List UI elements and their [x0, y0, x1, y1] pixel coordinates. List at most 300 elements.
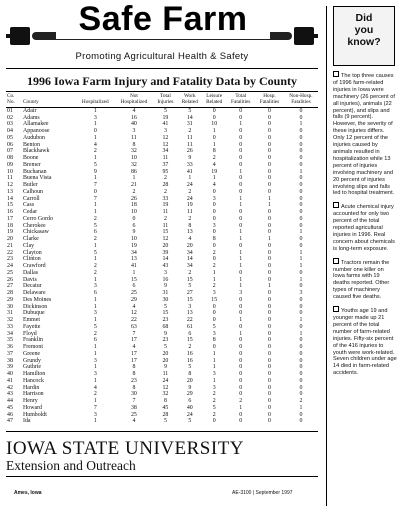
table-cell: 1 — [212, 276, 216, 283]
table-cell: 5 — [93, 222, 97, 229]
table-cell: 7 — [93, 182, 97, 189]
table-cell: 0 — [239, 310, 243, 317]
table-cell: 31 — [162, 290, 169, 297]
table-row — [6, 202, 318, 209]
table-cell: 15 — [162, 310, 169, 317]
table-cell: 0 — [299, 195, 303, 202]
table-cell: 1 — [239, 256, 243, 263]
table-cell: 0 — [239, 411, 243, 418]
fact-text: The top three causes of 1996 farm-related injuries in Iowa were machinery (26 percent of all injuries), animals (22 percent), and slips and falls (9 percent). However, the severity of these injuries differs. Only 12 percent of the injuries caused by animals resulted in hospitalization while 13 percent of injuries involving machinery and 20 percent of injuries involving slips and falls led to hospital treatment. — [333, 73, 395, 197]
table-cell: 0 — [132, 215, 136, 222]
table-cell: 15 — [130, 276, 137, 283]
table-cell: 28 — [162, 182, 169, 189]
table-cell: 0 — [239, 209, 243, 216]
table-cell: 37 — [162, 161, 169, 168]
table-cell: 19 — [162, 202, 169, 209]
table-cell: 0 — [268, 188, 271, 195]
table-cell: 0 — [268, 107, 271, 114]
county-name: Ida — [23, 418, 31, 425]
table-cell: 1 — [299, 330, 303, 337]
table-cell: 3 — [299, 290, 303, 297]
table-cell: 12 — [162, 134, 169, 141]
table-cell: 0 — [268, 296, 271, 303]
table-cell: 14 — [162, 256, 169, 263]
table-cell: 1 — [93, 317, 97, 324]
table-cell: 3 — [212, 384, 216, 391]
table-cell: 0 — [299, 384, 303, 391]
table-cell: 0 — [239, 344, 243, 351]
county-number: 06 — [7, 141, 13, 148]
table-row — [6, 142, 318, 149]
county-name: Chickasaw — [23, 229, 49, 236]
header-leisure-related: Leisure Related — [202, 94, 226, 107]
table-cell: 11 — [162, 222, 169, 229]
table-cell: 24 — [186, 411, 193, 418]
table-header-row — [6, 94, 318, 107]
table-cell: 2 — [188, 215, 192, 222]
table-cell: 0 — [268, 209, 271, 216]
table-row — [6, 344, 318, 351]
table-cell: 4 — [93, 141, 97, 148]
table-cell: 5 — [93, 161, 97, 168]
header-nonhosp-fatalities: Non-Hosp. Fatalities — [284, 94, 318, 107]
county-number: 03 — [7, 121, 13, 128]
county-name: Bremer — [23, 161, 41, 168]
table-cell: 1 — [239, 195, 243, 202]
table-cell: 2 — [212, 249, 216, 256]
table-cell: 0 — [299, 344, 303, 351]
table-cell: 0 — [239, 161, 243, 168]
table-row — [6, 358, 318, 365]
table-cell: 4 — [212, 182, 216, 189]
table-cell: 0 — [212, 114, 216, 121]
table-cell: 0 — [268, 276, 271, 283]
table-cell: 1 — [93, 242, 97, 249]
table-cell: 1 — [93, 107, 97, 114]
table-row — [6, 209, 318, 216]
county-name: Boone — [23, 155, 39, 162]
table-cell: 1 — [268, 236, 271, 243]
county-name: Floyd — [23, 330, 37, 337]
table-cell: 1 — [239, 317, 243, 324]
table-cell: 3 — [212, 222, 216, 229]
table-cell: 3 — [163, 128, 167, 135]
table-cell: 0 — [239, 384, 243, 391]
table-cell: 11 — [162, 371, 169, 378]
table-cell: 0 — [268, 242, 271, 249]
table-cell: 20 — [186, 242, 193, 249]
table-cell: 0 — [239, 323, 243, 330]
table-cell: 8 — [188, 371, 192, 378]
extension-name: Extension and Outreach — [6, 458, 136, 473]
table-cell: 0 — [299, 377, 303, 384]
county-number: 17 — [7, 215, 13, 222]
county-name: Howard — [23, 404, 42, 411]
table-cell: 20 — [186, 377, 193, 384]
table-cell: 8 — [212, 148, 216, 155]
table-cell: 3 — [212, 195, 216, 202]
table-row — [6, 128, 318, 135]
table-cell: 1 — [299, 317, 303, 324]
table-cell: 0 — [268, 337, 271, 344]
table-title: 1996 Iowa Farm Injury and Fatality Data by County — [26, 74, 297, 88]
table-top-rule — [6, 91, 318, 92]
did-you-know-sidebar — [326, 6, 396, 506]
table-cell: 8 — [132, 141, 136, 148]
table-cell: 1 — [299, 263, 303, 270]
table-cell: 0 — [268, 344, 271, 351]
table-cell: 6 — [93, 337, 97, 344]
county-name: Davis — [23, 276, 37, 283]
table-cell: 25 — [130, 290, 137, 297]
table-row — [6, 107, 318, 114]
table-cell: 86 — [130, 168, 137, 175]
table-cell: 0 — [268, 398, 271, 405]
table-cell: 1 — [93, 134, 97, 141]
table-cell: 14 — [186, 256, 193, 263]
table-cell: 0 — [239, 148, 243, 155]
county-name: Clinton — [23, 256, 41, 263]
table-cell: 1 — [268, 283, 271, 290]
table-cell: 5 — [188, 283, 192, 290]
county-number: 27 — [7, 283, 13, 290]
table-cell: 0 — [212, 310, 216, 317]
table-cell: 40 — [130, 121, 137, 128]
table-cell: 0 — [239, 114, 243, 121]
table-cell: 0 — [268, 215, 271, 222]
county-name: Appanoose — [23, 128, 50, 135]
header-work-related: Work Related — [178, 94, 202, 107]
table-cell: 1 — [239, 404, 243, 411]
county-name: Des Moines — [23, 296, 52, 303]
header-county-no: Co. No. — [6, 94, 22, 107]
table-cell: 12 — [162, 141, 169, 148]
table-row — [6, 169, 318, 176]
table-cell: 0 — [299, 418, 303, 425]
table-cell: 45 — [162, 404, 169, 411]
table-row — [6, 175, 318, 182]
table-row — [6, 283, 318, 290]
table-cell: 0 — [268, 391, 271, 398]
county-number: 33 — [7, 323, 13, 330]
table-cell: 0 — [268, 384, 271, 391]
table-cell: 5 — [93, 249, 97, 256]
table-cell: 0 — [299, 107, 303, 114]
table-cell: 24 — [162, 377, 169, 384]
table-cell: 0 — [299, 141, 303, 148]
table-cell: 5 — [163, 107, 167, 114]
table-cell: 4 — [132, 107, 136, 114]
table-cell: 1 — [132, 175, 136, 182]
table-cell: 2 — [93, 215, 97, 222]
table-cell: 13 — [186, 310, 193, 317]
table-row — [6, 364, 318, 371]
table-cell: 1 — [239, 229, 243, 236]
table-cell: 0 — [299, 323, 303, 330]
table-cell: 7 — [132, 398, 136, 405]
table-cell: 0 — [212, 344, 216, 351]
table-cell: 30 — [162, 296, 169, 303]
table-cell: 2 — [93, 236, 97, 243]
table-cell: 39 — [162, 249, 169, 256]
table-row — [6, 162, 318, 169]
fact-text: Acute chemical injury accounted for only two percent of the total reported agricultural injuries in 1996. Real concern about chemicals is long-term exposure. — [333, 204, 395, 252]
table-cell: 4 — [132, 303, 136, 310]
table-cell: 2 — [212, 391, 216, 398]
table-cell: 10 — [130, 209, 137, 216]
table-cell: 0 — [268, 229, 271, 236]
county-name: Decatur — [23, 283, 42, 290]
table-row — [6, 121, 318, 128]
table-cell: 0 — [212, 107, 216, 114]
table-cell: 1 — [212, 128, 216, 135]
table-cell: 15 — [211, 296, 218, 303]
county-name: Buena Vista — [23, 175, 52, 182]
table-cell: 5 — [163, 418, 167, 425]
table-cell: 0 — [299, 371, 303, 378]
county-name: Clay — [23, 242, 35, 249]
county-name: Audubon — [23, 134, 45, 141]
table-cell: 8 — [132, 384, 136, 391]
table-cell: 0 — [299, 209, 303, 216]
county-number: 23 — [7, 256, 13, 263]
table-cell: 2 — [299, 398, 303, 405]
table-cell: 2 — [212, 283, 216, 290]
table-cell: 8 — [132, 371, 136, 378]
table-cell: 29 — [186, 391, 193, 398]
table-bottom-rule — [6, 431, 318, 432]
county-number: 11 — [7, 175, 13, 182]
table-row — [6, 148, 318, 155]
table-cell: 0 — [239, 141, 243, 148]
checkbox-icon — [333, 306, 339, 312]
table-cell: 0 — [299, 296, 303, 303]
table-cell: 19 — [186, 202, 193, 209]
table-row — [6, 337, 318, 344]
table-cell: 31 — [186, 121, 193, 128]
table-cell: 6 — [188, 330, 192, 337]
table-cell: 0 — [212, 317, 216, 324]
fact-item — [333, 71, 397, 197]
table-cell: 1 — [212, 364, 216, 371]
county-number: 15 — [7, 202, 13, 209]
table-cell: 0 — [239, 107, 243, 114]
table-cell: 9 — [188, 155, 192, 162]
county-number: 16 — [7, 209, 13, 216]
county-number: 42 — [7, 384, 13, 391]
table-cell: 0 — [268, 371, 271, 378]
fact-item — [333, 202, 397, 252]
table-cell: 17 — [130, 337, 137, 344]
county-number: 44 — [7, 398, 13, 405]
table-cell: 0 — [299, 364, 303, 371]
table-cell: 2 — [212, 263, 216, 270]
table-cell: 2 — [212, 398, 216, 405]
checkbox-icon — [333, 202, 339, 208]
table-cell: 0 — [299, 357, 303, 364]
table-cell: 32 — [162, 391, 169, 398]
table-cell: 0 — [268, 357, 271, 364]
table-cell: 3 — [239, 290, 243, 297]
table-cell: 6 — [93, 229, 97, 236]
table-cell: 8 — [188, 222, 192, 229]
table-cell: 1 — [299, 276, 303, 283]
table-cell: 41 — [130, 263, 137, 270]
table-cell: 0 — [268, 377, 271, 384]
county-number: 26 — [7, 276, 13, 283]
table-cell: 2 — [93, 391, 97, 398]
table-cell: 3 — [93, 371, 97, 378]
county-number: 31 — [7, 310, 13, 317]
table-cell: 0 — [268, 364, 271, 371]
table-cell: 1 — [93, 303, 97, 310]
table-cell: 1 — [93, 175, 97, 182]
table-cell: 0 — [212, 256, 216, 263]
table-row — [6, 317, 318, 324]
table-cell: 26 — [130, 195, 137, 202]
county-name: Grundy — [23, 357, 41, 364]
table-cell: 0 — [299, 215, 303, 222]
table-cell: 33 — [162, 195, 169, 202]
table-cell: 1 — [239, 283, 243, 290]
county-name: Dallas — [23, 269, 39, 276]
table-cell: 21 — [130, 182, 137, 189]
masthead — [6, 0, 318, 69]
table-cell: 63 — [130, 323, 137, 330]
table-cell: 0 — [212, 215, 216, 222]
table-cell: 1 — [188, 175, 192, 182]
table-cell: 6 — [132, 222, 136, 229]
table-cell: 0 — [212, 418, 216, 425]
table-cell: 0 — [239, 134, 243, 141]
county-number: 34 — [7, 330, 13, 337]
county-number: 09 — [7, 161, 13, 168]
county-name: Hancock — [23, 377, 44, 384]
table-cell: 5 — [212, 404, 216, 411]
table-cell: 40 — [186, 404, 193, 411]
table-row — [6, 398, 318, 405]
table-cell: 0 — [299, 391, 303, 398]
table-cell: 0 — [239, 371, 243, 378]
table-cell: 0 — [268, 161, 271, 168]
table-cell: 61 — [186, 323, 193, 330]
table-cell: 0 — [239, 377, 243, 384]
table-row — [6, 189, 318, 196]
county-name: Clarke — [23, 236, 39, 243]
table-cell: 0 — [268, 350, 271, 357]
table-cell: 0 — [239, 391, 243, 398]
table-cell: 2 — [93, 330, 97, 337]
table-cell: 17 — [130, 357, 137, 364]
county-number: 29 — [7, 296, 13, 303]
county-number: 25 — [7, 269, 13, 276]
table-cell: 0 — [212, 209, 216, 216]
table-cell: 23 — [162, 337, 169, 344]
did-you-know-heading — [333, 6, 395, 66]
county-name: Butler — [23, 182, 38, 189]
county-number: 18 — [7, 222, 13, 229]
county-name: Clayton — [23, 249, 42, 256]
table-cell: 5 — [188, 418, 192, 425]
table-cell: 1 — [93, 350, 97, 357]
table-cell: 1 — [299, 229, 303, 236]
table-cell: 0 — [239, 357, 243, 364]
table-row — [6, 304, 318, 311]
footer-divider — [6, 476, 318, 477]
table-cell: 0 — [299, 134, 303, 141]
table-cell: 0 — [299, 161, 303, 168]
table-cell: 32 — [130, 161, 137, 168]
table-cell: 12 — [162, 384, 169, 391]
table-cell: 2 — [239, 398, 243, 405]
table-cell: 7 — [132, 330, 136, 337]
table-cell: 1 — [299, 121, 303, 128]
table-cell: 1 — [239, 263, 243, 270]
table-cell: 0 — [239, 269, 243, 276]
table-cell: 30 — [130, 391, 137, 398]
table-cell: 9 — [163, 283, 167, 290]
table-cell: 1 — [93, 202, 97, 209]
fact-text: Tractors remain the number one killer on Iowa farms with 19 deaths reported. Other types of machinery caused five deaths. — [333, 259, 390, 301]
table-cell: 1 — [299, 249, 303, 256]
table-cell: 3 — [93, 114, 97, 121]
table-cell: 11 — [162, 209, 169, 216]
county-name: Fremont — [23, 344, 43, 351]
table-cell: 4 — [93, 384, 97, 391]
table-cell: 11 — [186, 141, 193, 148]
table-cell: 0 — [239, 350, 243, 357]
table-cell: 2 — [188, 188, 192, 195]
table-cell: 1 — [239, 236, 243, 243]
county-name: Adair — [23, 107, 37, 114]
table-cell: 15 — [162, 229, 169, 236]
table-row — [6, 405, 318, 412]
table-cell: 8 — [212, 236, 216, 243]
table-row — [6, 297, 318, 304]
county-name: Fayette — [23, 323, 41, 330]
county-number: 36 — [7, 344, 13, 351]
table-cell: 0 — [299, 188, 303, 195]
county-number: 01 — [7, 107, 13, 114]
county-number: 30 — [7, 303, 13, 310]
table-cell: 19 — [130, 242, 137, 249]
checkbox-icon — [333, 71, 339, 77]
table-row — [6, 277, 318, 284]
table-cell: 2 — [163, 175, 167, 182]
table-body — [6, 107, 318, 425]
table-row — [6, 196, 318, 203]
header-hospitalized: Hospitalized — [76, 94, 115, 107]
table-cell: 1 — [212, 350, 216, 357]
table-cell: 3 — [93, 283, 97, 290]
county-number: 08 — [7, 155, 13, 162]
table-cell: 0 — [212, 202, 216, 209]
header-total-injuries: Total Injuries — [153, 94, 177, 107]
table-cell: 0 — [239, 296, 243, 303]
county-name: Hardin — [23, 384, 40, 391]
header-not-hospitalized: Not Hospitalized — [115, 94, 154, 107]
table-cell: 0 — [299, 411, 303, 418]
header-hosp-fatalities: Hosp. Fatalities — [255, 94, 284, 107]
county-number: 22 — [7, 249, 13, 256]
table-cell: 0 — [268, 404, 271, 411]
table-cell: 1 — [93, 398, 97, 405]
county-number: 46 — [7, 411, 13, 418]
table-row — [6, 378, 318, 385]
table-cell: 3 — [132, 128, 136, 135]
table-cell: 3 — [93, 357, 97, 364]
table-row — [6, 182, 318, 189]
